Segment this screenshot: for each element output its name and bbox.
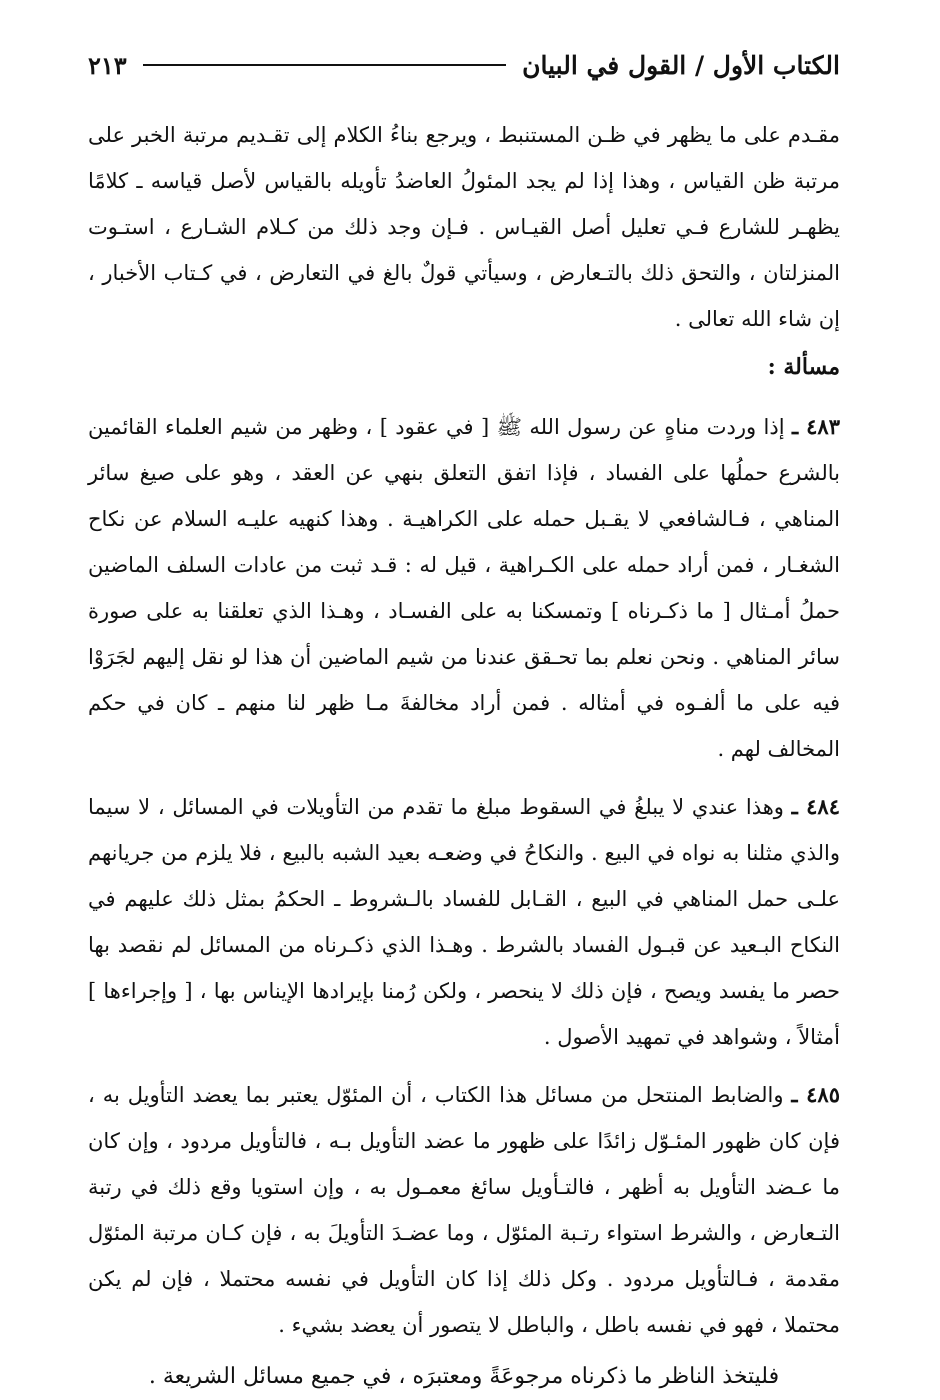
paragraph-number: ٤٨٤ ـ xyxy=(791,794,840,819)
paragraph-text: إذا وردت مناهٍ عن رسول الله ﷺ [ في عقود ] ، وظهر من شيم العلماء القائمين بالشرع حملُها على الفساد ، فإذا اتفق التعلق بنهي عن العقد ، وهو على صيغ سائر المناهي ، فـالشافعي لا يقـبل حمله على الكراهيـة . وهذا كنهيه عليـه السلام عن نكاح الشغـار ، فمن أراد حمله على الكـراهية ، قيل له : قـد ثبت من عادات السلف الماضين حملُ أمـثال [ ما ذكـرناه ] وتمسكنا به على الفسـاد ، وهـذا الذي تعلقنا به على صورة سائر المناهي . ونحن نعلم بما تحـقق عندنا من شيم الماضين أن هذا لو نقل إليهم لجَرَوْا فيه على ما ألفـوه في أمثاله . فمن أراد مخالفةَ مـا ظهر لنا منهم ـ كان في حكم المخالف لهم . xyxy=(88,415,840,761)
paragraph-intro: مقـدم على ما يظهر في ظـن المستنبط ، ويرجع بناءُ الكلام إلى تقـديم مرتبة الخبر على مرتبة ظن القياس ، وهذا إذا لم يجد المئولُ العاضدُ تأويله بالقياس لأصل قياسه ـ كلامًا يظهـر للشارع فـي تعليل أصل القيـاس . فـإن وجد ذلك من كـلام الشـارع ، استـوت المنزلتان ، والتحق ذلك بالتـعارض ، وسيأتي قولٌ بالغ في التعارض ، في كـتاب الأخبار ، إن شاء الله تعالى . xyxy=(88,123,840,331)
paragraph-text: والضابط المنتحل من مسائل هذا الكتاب ، أن المئوّل يعتبر بما يعضد التأويل به ، فإن كان ظهور المئـوّل زائدًا على ظهور ما عضد التأويل بـه ، فالتأويل مردود ، وإن كان ما عـضد التأويل به أظهر ، فالتـأويل سائغ معمـول به ، وإن استويا وقع ذلك في رتبة التـعارض ، والشرط استواء رتـبة المئوّل ، وما عضـدَ التأويلَ به ، فإن كـان مرتبة المئوّل مقدمة ، فـالتأويل مردود . وكل ذلك إذا كان التأويل في نفسه محتملا ، فإن لم يكن محتملا ، فهو في نفسه باطل ، والباطل لا يتصور أن يعضد بشيء . xyxy=(88,1083,840,1337)
running-header xyxy=(88,40,840,90)
book-page xyxy=(88,40,841,1389)
paragraph-483 xyxy=(88,404,840,772)
header-rule xyxy=(143,64,506,66)
closing-line: فليتخذ الناظر ما ذكرناه مرجوعَةً ومعتبرَه ، في جميع مسائل الشريعة . xyxy=(148,1364,780,1389)
section-heading: مسألة : xyxy=(767,354,840,380)
running-header-title: الكتاب الأول / القول في البيان xyxy=(522,50,840,80)
paragraph-text: وهذا عندي لا يبلغُ في السقوط مبلغ ما تقدم من التأويلات في المسائل ، لا سيما والذي مثلنا به نواه في البيع . والنكاحُ في وضعـه بعيد الشبه بالبيع ، فلا يلزم من جريانهم علـى حمل المناهي في البيع ، القـابل للفساد بالـشروط ـ الحكمُ بمثل ذلك عليهم في النكاح البـعيد عن قبـول الفساد بالشرط . وهـذا الذي ذكـرناه من المسائل لم نقصد بها حصر ما يفسد ويصح ، فإن ذلك لا ينحصر ، ولكن رُمنا بإيرادها الإيناس بها ، [ وإجراءها ] أمثالاً ، وشواهد في تمهيد الأصول . xyxy=(88,795,841,1049)
paragraph-number: ٤٨٥ ـ xyxy=(791,1082,840,1107)
paragraph-485 xyxy=(88,1072,840,1348)
paragraph-number: ٤٨٣ ـ xyxy=(791,414,840,439)
paragraph-484 xyxy=(88,784,840,1060)
page-number: ٢١٣ xyxy=(88,50,127,80)
